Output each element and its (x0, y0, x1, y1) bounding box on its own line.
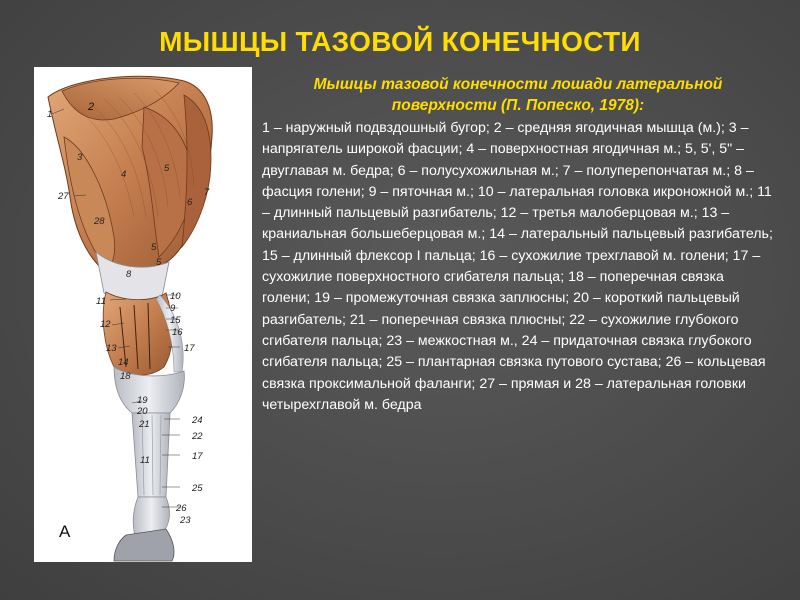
label-6: 6 (187, 197, 193, 208)
label-19: 19 (137, 395, 148, 406)
label-23: 23 (180, 515, 191, 526)
panel-letter: А (59, 522, 71, 541)
label-5-prime: 5 (151, 242, 157, 253)
label-11-upper: 11 (96, 296, 106, 307)
label-16: 16 (172, 327, 183, 338)
label-15: 15 (170, 315, 181, 326)
label-8: 8 (126, 269, 132, 280)
label-10: 10 (170, 291, 181, 302)
slide-title: МЫШЦЫ ТАЗОВОЙ КОНЕЧНОСТИ (159, 26, 641, 57)
label-21: 21 (139, 419, 150, 430)
label-11-lower: 11 (140, 455, 150, 466)
hindlimb-illustration (34, 67, 252, 562)
anatomy-figure (34, 67, 252, 562)
label-28: 28 (94, 216, 105, 227)
caption-heading: Мышцы тазовой конечности лошади латеральной поверхности (П. Попеско, 1978): (313, 76, 723, 114)
label-1: 1 (47, 109, 53, 120)
label-24: 24 (192, 415, 203, 426)
label-13: 13 (106, 343, 117, 354)
label-4: 4 (121, 169, 127, 180)
label-26: 26 (176, 503, 187, 514)
label-18: 18 (120, 371, 131, 382)
label-17-lower: 17 (192, 451, 203, 462)
label-25: 25 (192, 483, 203, 494)
label-2: 2 (88, 101, 95, 113)
label-5: 5 (164, 163, 170, 174)
label-22: 22 (192, 431, 203, 442)
figure-caption (262, 74, 774, 416)
label-20: 20 (137, 406, 148, 417)
label-12: 12 (100, 319, 111, 330)
label-14: 14 (118, 357, 129, 368)
label-7: 7 (204, 187, 210, 198)
label-9: 9 (170, 303, 176, 314)
label-27: 27 (58, 191, 69, 202)
label-3: 3 (77, 152, 83, 163)
label-17-upper: 17 (184, 343, 195, 354)
hoof (114, 529, 174, 561)
label-5-double-prime: 5 (156, 257, 162, 268)
caption-legend: 1 – наружный подвздошный бугор; 2 – средняя ягодичная мышца (м.); 3 – напрягатель широкой фасции; 4 – поверхностная ягодичная м.; 5, 5', 5" – двуглавая м. бедра; 6 – полусухожильная м.; 7 – полуперепончатая м.; 8 – фасция голени; 9 – пяточная м.; 10 – латеральная головка икроножной м.; 11 – длинный пальцевый разгибатель; 12 – третья малоберцовая м.; 13 – краниальная большеберцовая м.; 14 – латеральный пальцевый разгибатель; 15 – длинный флексор I пальца; 16 – сухожилие трехглавой м. голени; 17 – сухожилие поверхностного сгибателя пальца; 18 – поперечная связка голени; 19 – промежуточная связка заплюсны; 20 – короткий пальцевый разгибатель; 21 – поперечная связка плюсны; 22 – сухожилие глубокого сгибателя пальца; 23 – межкостная м., 24 – придаточная связка глубокого сгибателя пальца; 25 – плантарная связка путового сустава; 26 – кольцевая связка проксимальной фаланги; 27 – прямая и 28 – латеральная головки четырехглавой м. бедра (262, 120, 773, 413)
